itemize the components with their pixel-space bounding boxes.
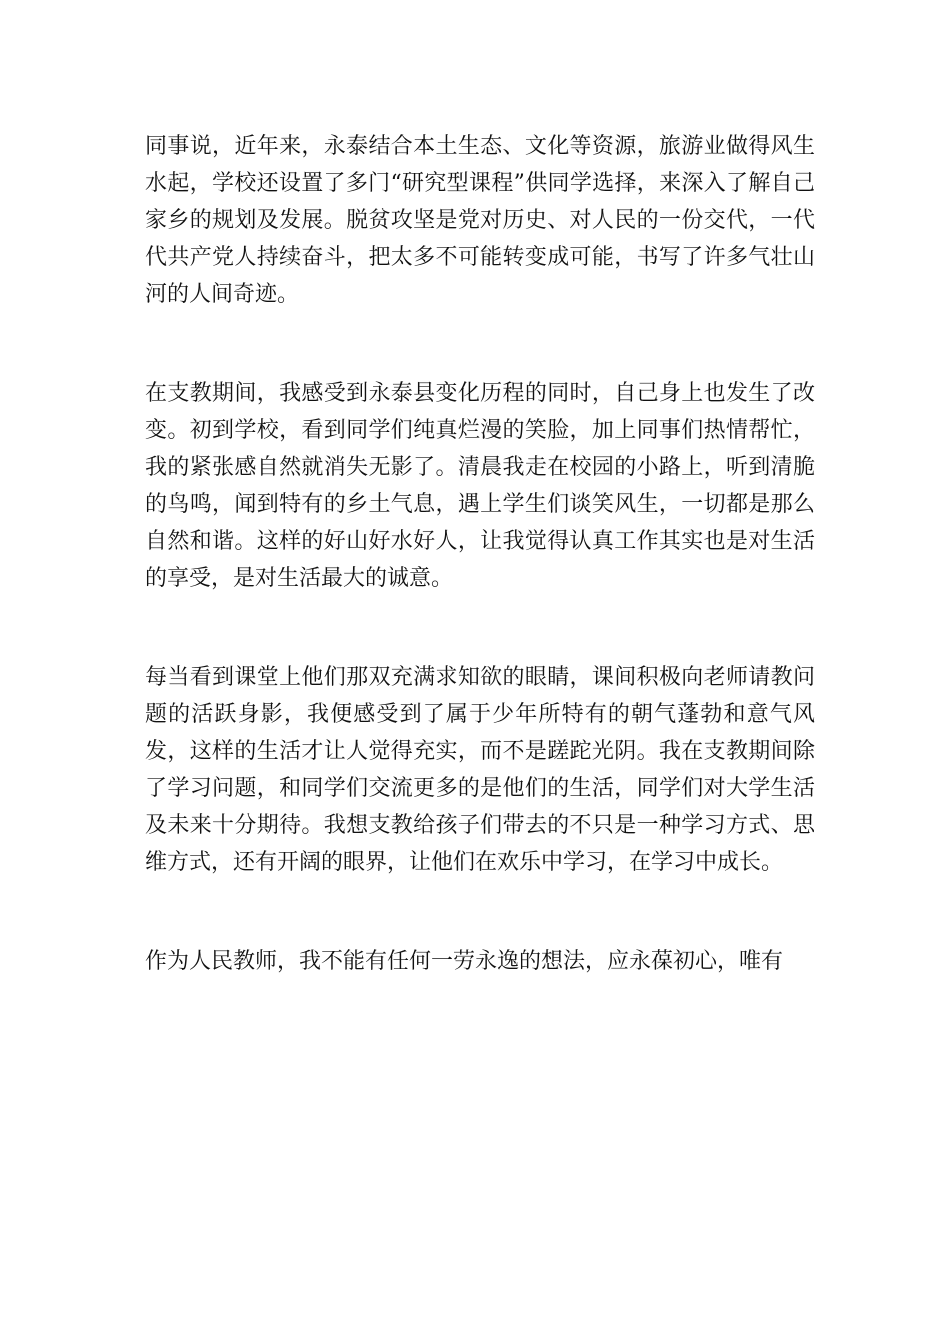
paragraph-1: 同事说，近年来，永泰结合本土生态、文化等资源，旅游业做得风生水起，学校还设置了多门“研究型课程”供同学选择，来深入了解自己家乡的规划及发展。脱贫攻坚是党对历史、对人民的一份交代，一代代共产党人持续奋斗，把太多不可能转变成可能，书写了许多气壮山河的人间奇迹。 <box>145 134 815 307</box>
paragraph-4: 作为人民教师，我不能有任何一劳永逸的想法，应永葆初心，唯有 <box>145 949 784 974</box>
document-body <box>145 128 815 980</box>
paragraph-3: 每当看到课堂上他们那双充满求知欲的眼睛，课间积极向老师请教问题的活跃身影，我便感受到了属于少年所特有的朝气蓬勃和意气风发，这样的生活才让人觉得充实，而不是蹉跎光阴。我在支教期间除了学习问题，和同学们交流更多的是他们的生活，同学们对大学生活及未来十分期待。我想支教给孩子们带去的不只是一种学习方式、思维方式，还有开阔的眼界，让他们在欢乐中学习，在学习中成长。 <box>145 665 815 875</box>
paragraph-2: 在支教期间，我感受到永泰县变化历程的同时，自己身上也发生了改变。初到学校，看到同学们纯真烂漫的笑脸，加上同事们热情帮忙，我的紧张感自然就消失无影了。清晨我走在校园的小路上，听到清脆的鸟鸣，闻到特有的乡土气息，遇上学生们谈笑风生，一切都是那么自然和谐。这样的好山好水好人，让我觉得认真工作其实也是对生活的享受，是对生活最大的诚意。 <box>145 381 815 591</box>
